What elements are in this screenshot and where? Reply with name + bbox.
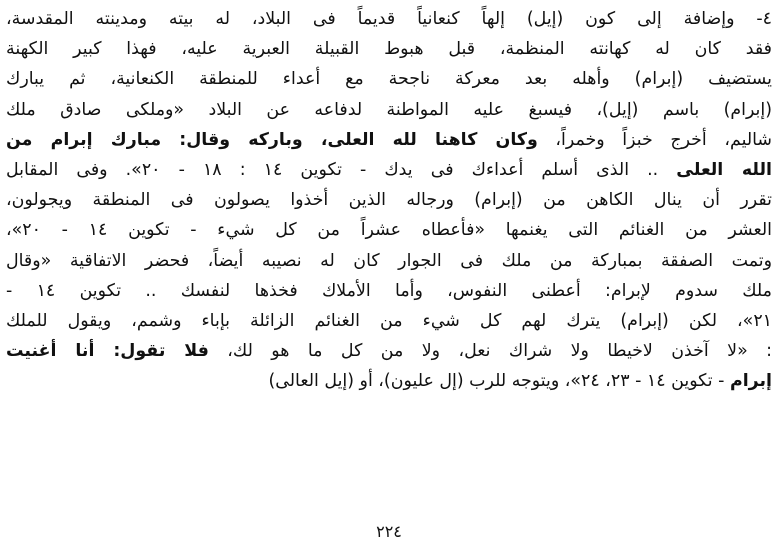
bold-quote: إبرام bbox=[729, 371, 772, 392]
text-line: تقرر أن ينال الكاهن من (إبرام) ورجاله الذين أخذوا يصولون فى المنطقة ويجولون، bbox=[6, 190, 772, 211]
text-line: الله العلى .. الذى أسلم أعداءك فى يدك - تكوين ١٤ : ١٨ - ٢٠». وفى المقابل bbox=[6, 160, 772, 181]
text-line: ٢١»، لكن (إبرام) يترك لهم كل شيء من الغنائم الزائلة بإباء وشمم، ويقول للملك bbox=[6, 311, 772, 332]
text-line: : «لا آخذن لاخيطا ولا شراك نعل، ولا من كل ما هو لك، فلا تقول: أنا أغنيت bbox=[6, 341, 772, 362]
text-line: العشر من الغنائم التى يغنمها «فأعطاه عشراً من كل شيء - تكوين ١٤ - ٢٠»، bbox=[6, 220, 772, 241]
text-line: إبرام - تكوين ١٤ - ٢٣، ٢٤»، ويتوجه للرب (إل عليون)، أو (إيل العالى) bbox=[268, 371, 772, 392]
text-line: فقد كان له كهانته المنظمة، قبل هبوط القبيلة العبرية عليه، فهذا كبير الكهنة bbox=[6, 39, 772, 60]
bold-quote: الله العلى bbox=[676, 160, 772, 181]
text-line: ملك سدوم لإبرام: أعطنى النفوس، وأما الأملاك فخذها لنفسك .. تكوين ١٤ - bbox=[6, 280, 772, 301]
text-line: ٤- وإضافة إلى كون (إيل) إلهاً كنعانياً قديماً فى البلاد، له بيته ومدينته المقدسة، bbox=[6, 9, 772, 29]
page-number: ٢٢٤ bbox=[376, 522, 402, 541]
text-line: (إبرام) باسم (إيل)، فيسبغ عليه المواطنة لدفاعه عن البلاد «وملكى صادق ملك bbox=[6, 99, 772, 120]
body-text bbox=[6, 4, 772, 397]
text-line: وتمت الصفقة بمباركة من ملك فى الجوار كان له نصيبه أيضاً، فحضر الاتفاقية «وقال bbox=[6, 250, 772, 271]
text-line: يستضيف (إبرام) وأهله بعد معركة ناجحة مع أعداء للمنطقة الكنعانية، ثم يبارك bbox=[6, 69, 772, 90]
bold-quote: وكان كاهنا لله العلى، وباركه وقال: مبارك إبرام من bbox=[6, 129, 538, 150]
text-line: شاليم، أخرج خبزاً وخمراً، وكان كاهنا لله العلى، وباركه وقال: مبارك إبرام من bbox=[6, 129, 772, 150]
bold-quote: فلا تقول: أنا أغنيت bbox=[6, 341, 209, 362]
